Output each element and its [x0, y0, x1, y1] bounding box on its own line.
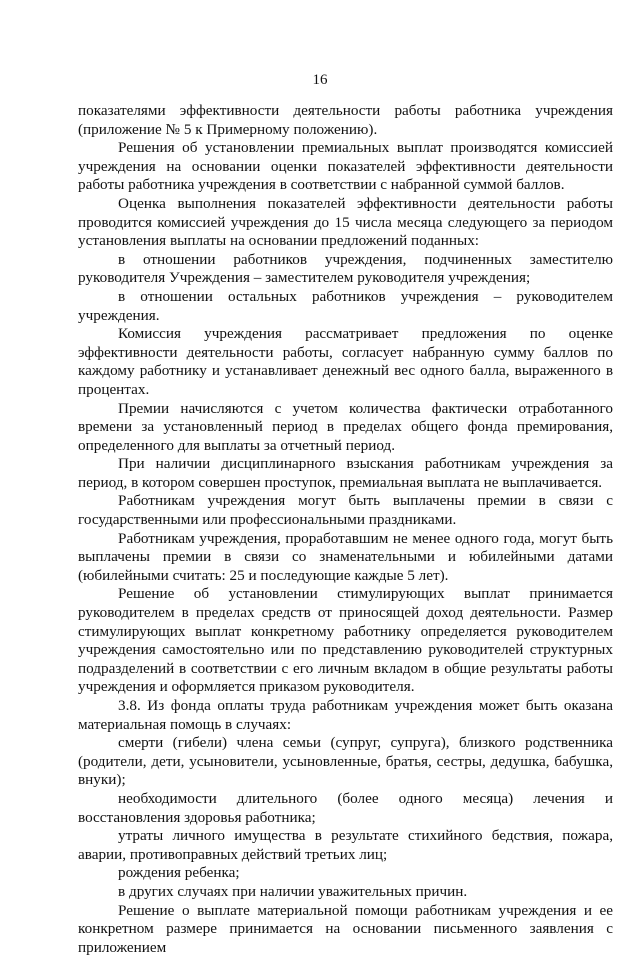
paragraph: смерти (гибели) члена семьи (супруг, супруга), близкого родственника (родители, дети, усыновители, усыновленные, братья, сестры, дедушка, бабушка, внуки);	[78, 734, 613, 789]
paragraph: Работникам учреждения могут быть выплачены премии в связи с государственными или профессиональными праздниками.	[78, 492, 613, 529]
paragraph: необходимости длительного (более одного месяца) лечения и восстановления здоровья работника;	[78, 789, 613, 826]
paragraph: рождения ребенка;	[118, 864, 240, 882]
paragraph: Решения об установлении премиальных выплат производятся комиссией учреждения на основании оценки показателей эффективности деятельности работы работника учреждения в соответствии с набранной суммой баллов.	[78, 139, 613, 194]
paragraph: Работникам учреждения, проработавшим не менее одного года, могут быть выплачены премии в связи со знаменательными и юбилейными датами (юбилейными считать: 25 и последующие каждые 5 лет).	[78, 529, 613, 584]
paragraph: показателями эффективности деятельности работы работника учреждения (приложение № 5 к Примерному положению).	[78, 102, 613, 138]
paragraph: При наличии дисциплинарного взыскания работникам учреждения за период, в котором совершен проступок, премиальная выплата не выплачивается.	[78, 455, 613, 491]
paragraph: в отношении работников учреждения, подчиненных заместителю руководителя Учреждения – заместителем руководителя учреждения;	[78, 250, 613, 287]
paragraph: Решение о выплате материальной помощи работникам учреждения и ее конкретном размере принимается на основании письменного заявления с приложением	[78, 901, 613, 956]
paragraph: в других случаях при наличии уважительных причин.	[118, 882, 468, 900]
body-text	[78, 102, 613, 957]
paragraph: Комиссия учреждения рассматривает предложения по оценке эффективности деятельности работы, согласует набранную сумму баллов по каждому работнику и устанавливает денежный вес одного балла, выраженного в процентах.	[78, 325, 613, 398]
paragraph: в отношении остальных работников учреждения – руководителем учреждения.	[78, 287, 613, 324]
paragraph: Решение об установлении стимулирующих выплат принимается руководителем в пределах средств от приносящей доход деятельности. Размер стимулирующих выплат конкретному работнику определяется руководителем учреждения самостоятельно или по представлению руководителей структурных подразделений в соответствии с его личным вкладом в общие результаты работы учреждения и оформляется приказом руководителя.	[78, 585, 613, 696]
paragraph: 3.8. Из фонда оплаты труда работникам учреждения может быть оказана материальная помощь в случаях:	[78, 697, 613, 733]
paragraph: Оценка выполнения показателей эффективности деятельности работы проводится комиссией учреждения до 15 числа месяца следующего за периодом установления выплаты на основании предложений поданных:	[78, 194, 613, 250]
page-number: 16	[312, 72, 328, 88]
paragraph: Премии начисляются с учетом количества фактически отработанного времени за установленный период в пределах общего фонда премирования, определенного для выплаты за отчетный период.	[78, 399, 613, 454]
paragraph: утраты личного имущества в результате стихийного бедствия, пожара, аварии, противоправных действий третьих лиц;	[78, 827, 613, 863]
